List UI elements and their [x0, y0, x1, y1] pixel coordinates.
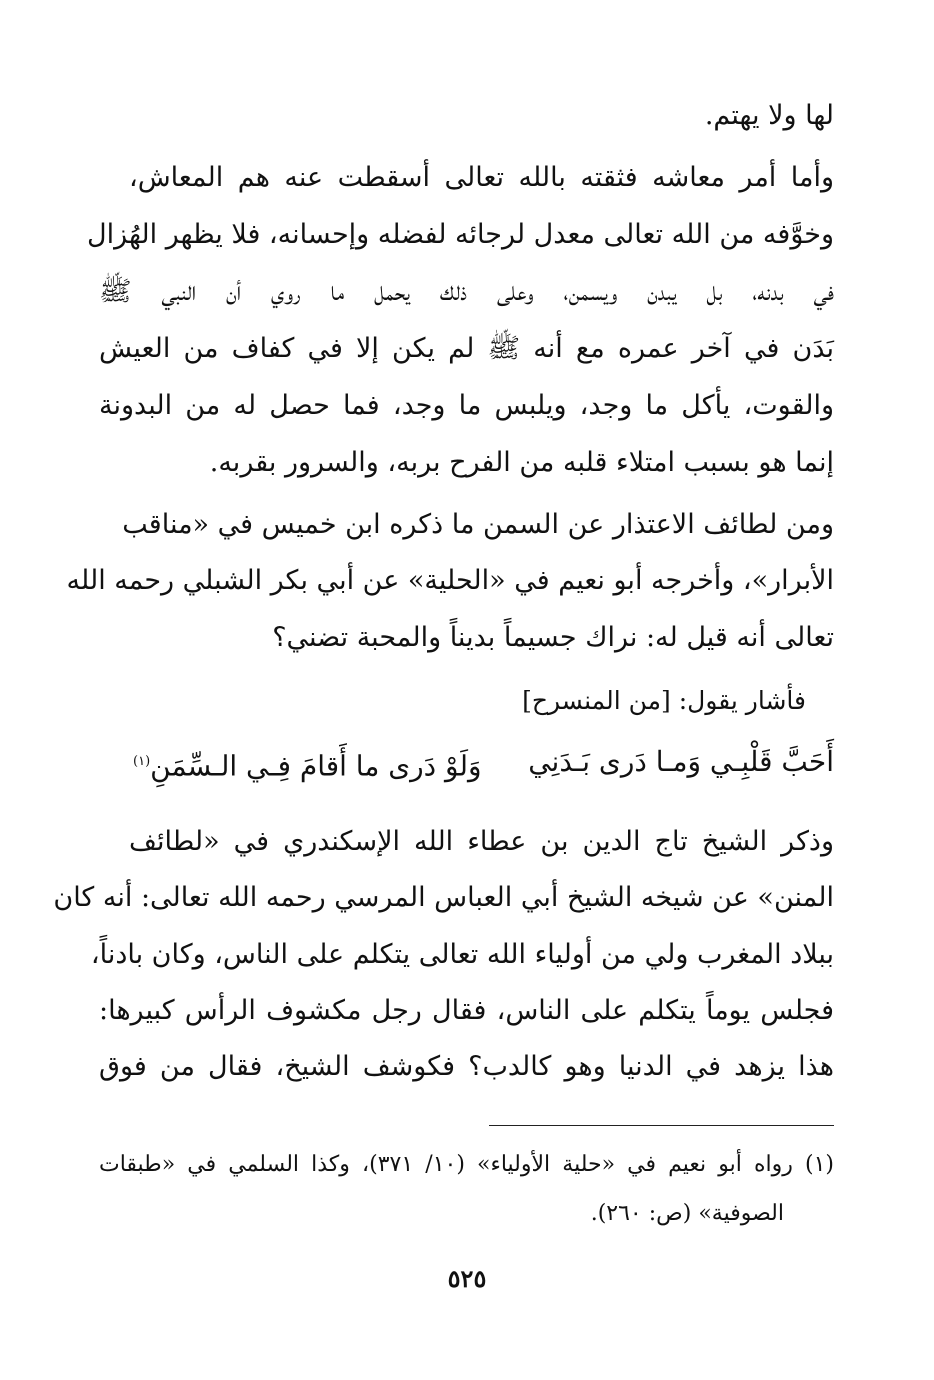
- body-line-10: تعالى أنه قيل له: نراك جسيماً بديناً والمحبة تضني؟: [272, 622, 834, 653]
- verse-second-hemistich: [133, 742, 482, 786]
- body-line-4: في بدنه، بل يبدن ويسمن، وعلى ذلك يحمل ما روي أن النبي ﷺ: [99, 276, 834, 307]
- body-line-5: بَدَن في آخر عمره مع أنه ﷺ لم يكن إلا في كفاف من العيش: [99, 333, 834, 364]
- body-line-6: والقوت، يأكل ما وجد، ويلبس ما وجد، فما حصل له من البدونة: [99, 390, 834, 421]
- verse-second-hemistich-text: وَلَوْ دَرى ما أَقامَ فِـي الـسِّمَنِ: [150, 749, 482, 783]
- verse-intro-line: فأشار يقول: [من المنسرح]: [522, 686, 806, 715]
- body-line-13: ببلاد المغرب ولي من أولياء الله تعالى يتكلم على الناس، وكان بادناً،: [90, 939, 834, 970]
- body-line-14: فجلس يوماً يتكلم على الناس، فقال رجل مكشوف الرأس كبيرها:: [99, 995, 834, 1026]
- body-line-7: إنما هو بسبب امتلاء قلبه من الفرح بربه، والسرور بقربه.: [209, 447, 834, 478]
- footnote-reference: (١): [133, 754, 151, 769]
- page-number: ٥٢٥: [447, 1264, 487, 1293]
- body-line-8: ومن لطائف الاعتذار عن السمن ما ذكره ابن خميس في «مناقب: [122, 509, 834, 540]
- footnote-line-1: (١) رواه أبو نعيم في «حلية الأولياء» (١٠/ ٣٧١)، وكذا السلمي في «طبقات: [99, 1152, 835, 1177]
- footnote-line-2: الصوفية» (ص: ٢٦٠).: [590, 1201, 784, 1226]
- body-line-3: وخوَّفه من الله تعالى معدل لرجائه لفضله وإحسانه، فلا يظهر الهُزال: [86, 219, 834, 250]
- body-line-11: وذكر الشيخ تاج الدين بن عطاء الله الإسكندري في «لطائف: [129, 826, 834, 857]
- body-line-9: الأبرار»، وأخرجه أبو نعيم في «الحلية» عن أبي بكر الشبلي رحمه الله: [66, 565, 834, 596]
- body-line-1: لها ولا يهتم.: [704, 100, 834, 131]
- body-line-12: المنن» عن شيخه الشيخ أبي العباس المرسي رحمه الله تعالى: أنه كان: [53, 882, 834, 913]
- verse-first-hemistich: أَحَبَّ قَلْبِـي وَمـا دَرى بَـدَنِي: [528, 745, 834, 778]
- body-line-2: وأما أمر معاشه فثقته بالله تعالى أسقطت عنه هم المعاش،: [129, 162, 834, 193]
- footnote-separator: [489, 1125, 834, 1126]
- body-line-15: هذا يزهد في الدنيا وهو كالدب؟ فكوشف الشيخ، فقال من فوق: [99, 1051, 834, 1082]
